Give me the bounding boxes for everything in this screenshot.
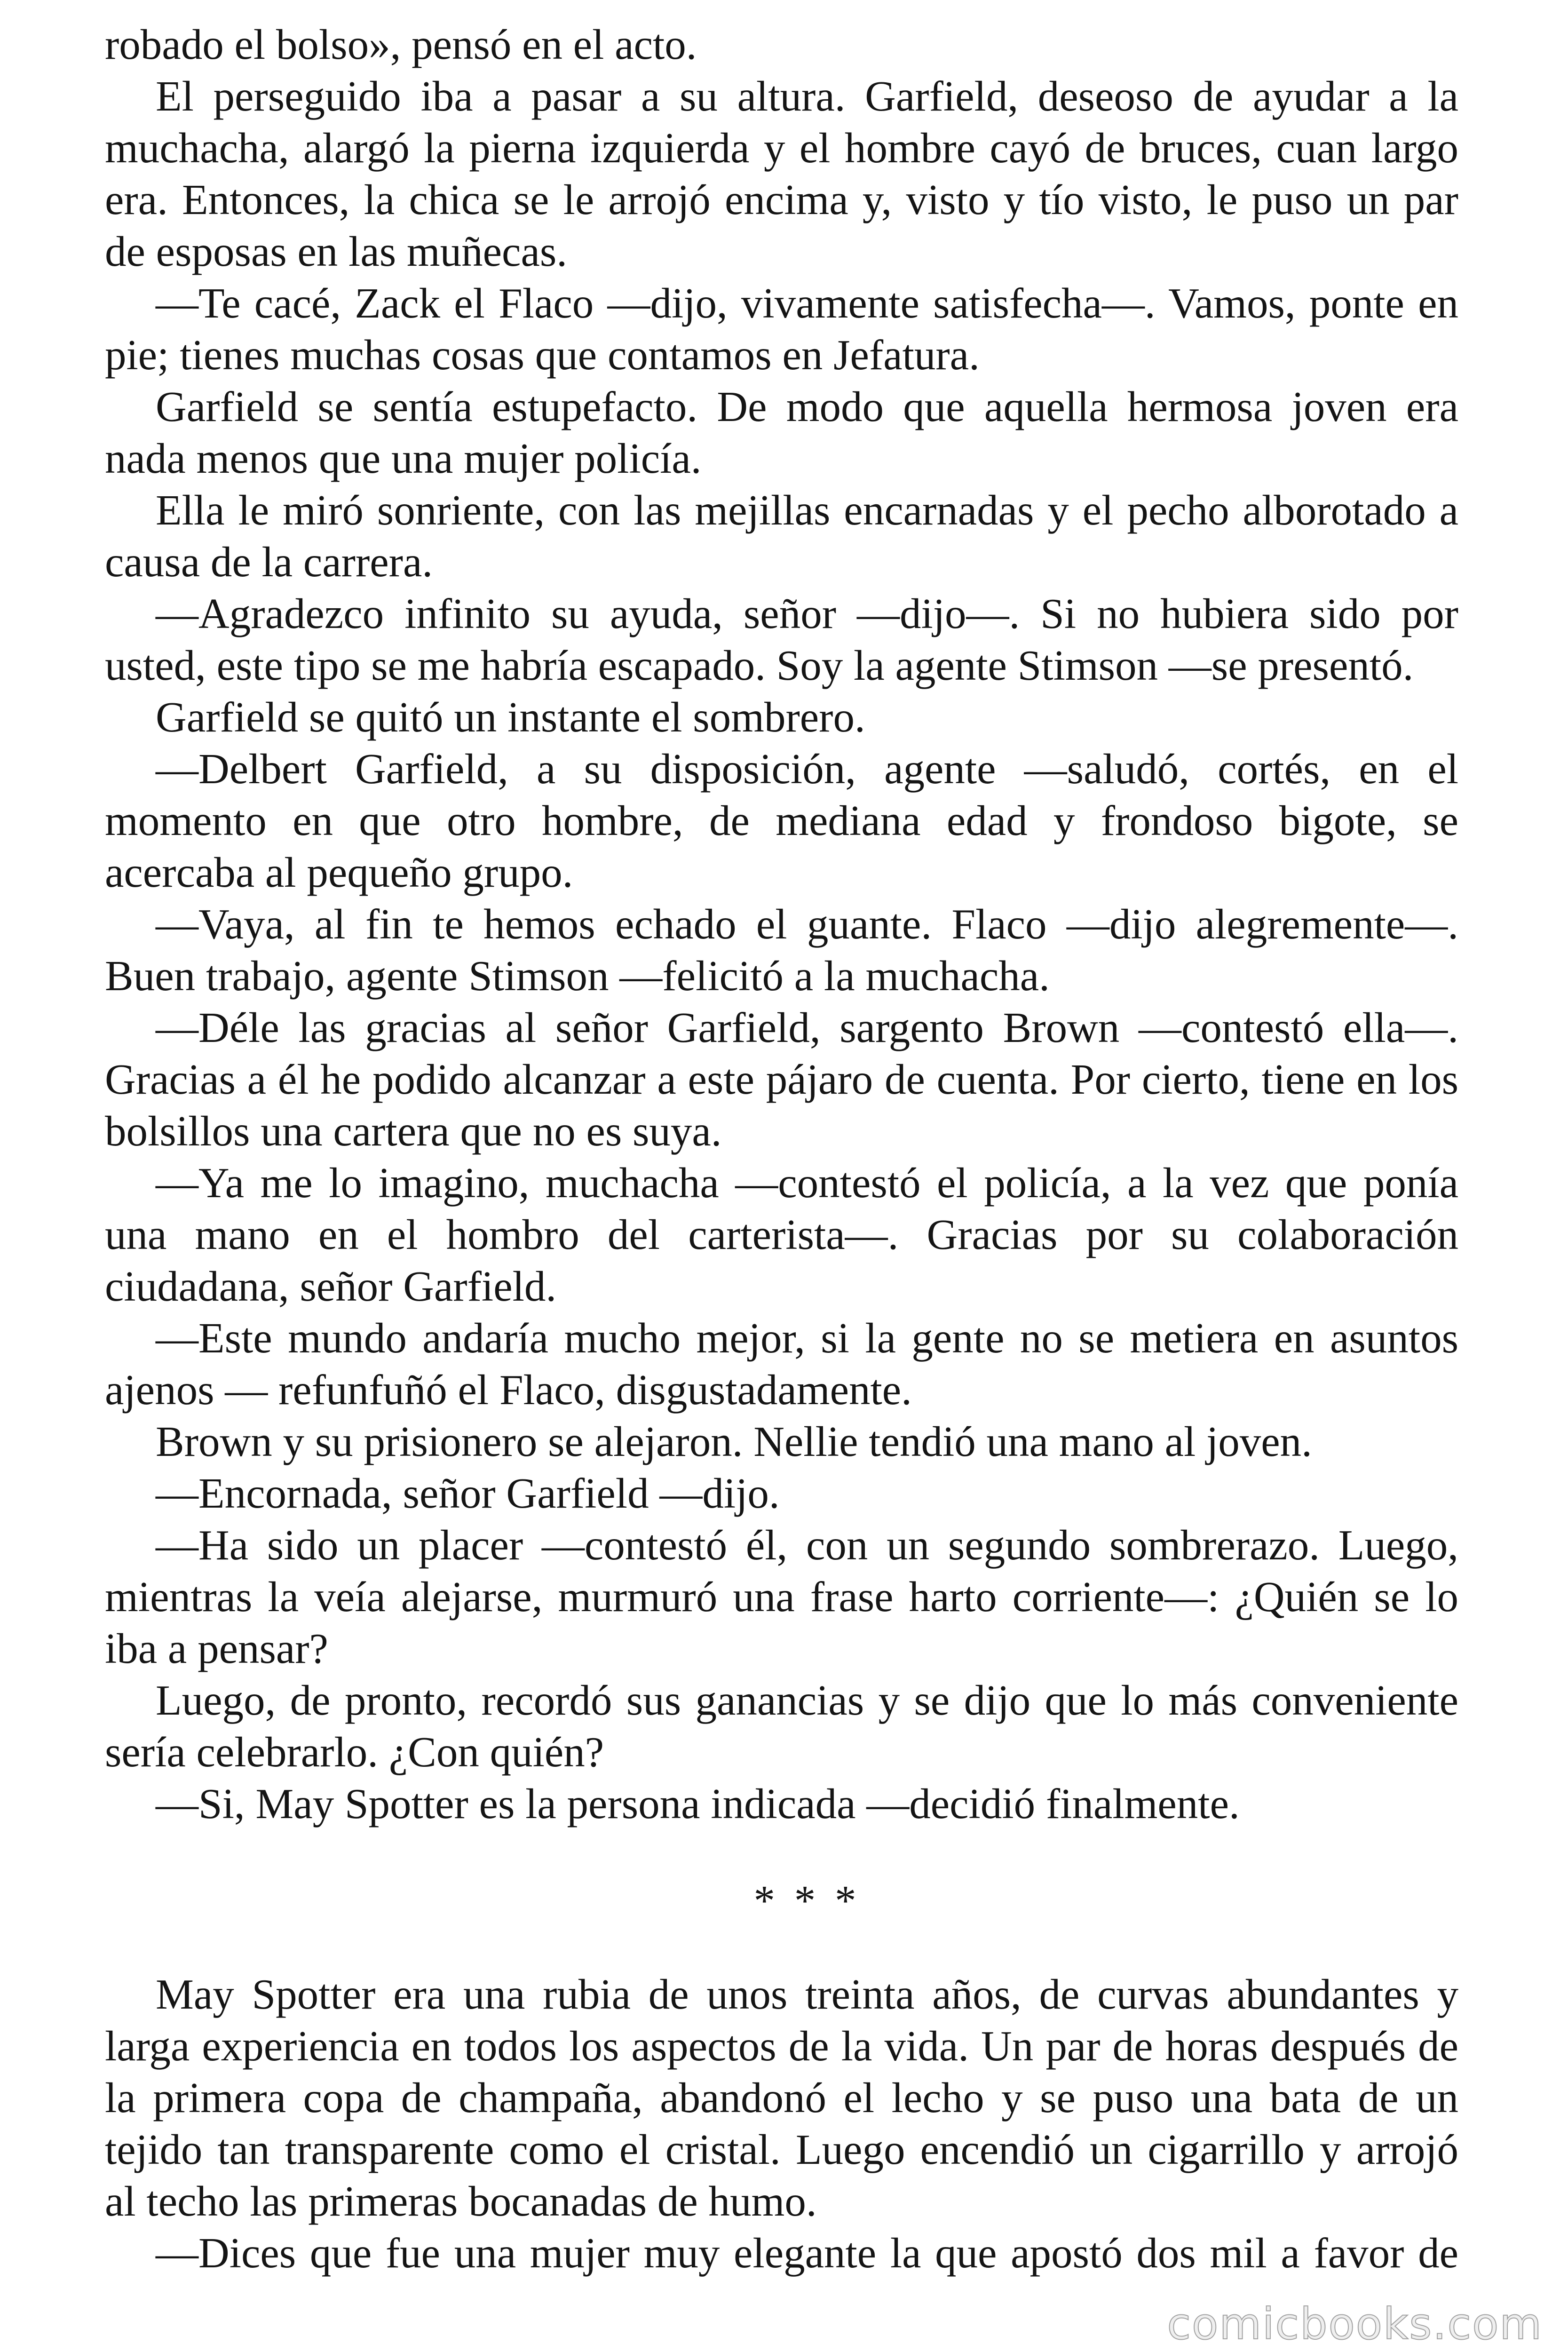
text-line: una mano en el hombro del carterista—. Gracias por su colaboración (105, 1211, 1458, 1258)
body-text (105, 1969, 1458, 2279)
text-line: la primera copa de champaña, abandonó el lecho y se puso una bata de un (105, 2074, 1458, 2122)
paragraph (105, 1002, 1458, 1157)
text-line: ajenos — refunfuñó el Flaco, disgustadamente. (105, 1366, 912, 1414)
paragraph (105, 588, 1458, 691)
scene-break: * * * (753, 1877, 861, 1924)
text-line: al techo las primeras bocanadas de humo. (105, 2177, 817, 2225)
text-line: pie; tienes muchas cosas que contamos en Jefatura. (105, 331, 980, 379)
paragraph (105, 278, 1458, 381)
text-line: —Agradezco infinito su ayuda, señor —dijo—. Si no hubiera sido por (156, 590, 1458, 637)
text-line: ciudadana, señor Garfield. (105, 1263, 557, 1310)
paragraph (105, 898, 1458, 1002)
text-line: El perseguido iba a pasar a su altura. Garfield, deseoso de ayudar a la (156, 72, 1458, 120)
text-line: Garfield se quitó un instante el sombrero. (156, 693, 865, 741)
text-line: robado el bolso», pensó en el acto. (105, 21, 697, 68)
paragraph (105, 1675, 1458, 1778)
paragraph (105, 71, 1458, 278)
text-line: causa de la carrera. (105, 538, 433, 586)
text-line: —Déle las gracias al señor Garfield, sargento Brown —contestó ella—. (156, 1004, 1458, 1051)
paragraph (105, 1416, 1458, 1468)
text-line: acercaba al pequeño grupo. (105, 849, 573, 896)
text-line: Gracias a él he podido alcanzar a este pájaro de cuenta. Por cierto, tiene en los (105, 1056, 1458, 1103)
paragraph (105, 1778, 1458, 1830)
text-line: —Si, May Spotter es la persona indicada —decidió finalmente. (156, 1780, 1240, 1828)
text-line: Luego, de pronto, recordó sus ganancias y se dijo que lo más conveniente (156, 1677, 1458, 1724)
text-line: Brown y su prisionero se alejaron. Nellie tendió una mano al joven. (156, 1418, 1312, 1465)
text-line: —Te cacé, Zack el Flaco —dijo, vivamente satisfecha—. Vamos, ponte en (156, 279, 1458, 327)
paragraph (105, 2227, 1458, 2279)
text-line: —Encornada, señor Garfield —dijo. (156, 1470, 780, 1517)
text-line: Ella le miró sonriente, con las mejillas encarnadas y el pecho alborotado a (156, 486, 1458, 534)
paragraph (105, 691, 1458, 743)
paragraph (105, 1969, 1458, 2227)
text-line: tejido tan transparente como el cristal. Luego encendió un cigarrillo y arrojó (105, 2126, 1458, 2173)
watermark: comicbooks.com (1167, 2299, 1543, 2349)
text-line: nada menos que una mujer policía. (105, 435, 702, 482)
paragraph (105, 1157, 1458, 1312)
text-line: Garfield se sentía estupefacto. De modo que aquella hermosa joven era (156, 383, 1458, 430)
text-line: usted, este tipo se me habría escapado. Soy la agente Stimson —se presentó. (105, 642, 1414, 689)
text-line: de esposas en las muñecas. (105, 228, 568, 275)
text-line: momento en que otro hombre, de mediana edad y frondoso bigote, se (105, 797, 1458, 844)
text-line: era. Entonces, la chica se le arrojó encima y, visto y tío visto, le puso un par (105, 176, 1458, 223)
text-line: —Delbert Garfield, a su disposición, agente —saludó, cortés, en el (156, 745, 1458, 793)
paragraph (105, 381, 1458, 485)
paragraph (105, 485, 1458, 588)
body-text (105, 19, 1458, 1830)
text-line: —Ya me lo imagino, muchacha —contestó el policía, a la vez que ponía (156, 1159, 1458, 1207)
paragraph (105, 1312, 1458, 1416)
paragraph (105, 743, 1458, 898)
text-line: muchacha, alargó la pierna izquierda y el hombre cayó de bruces, cuan largo (105, 124, 1458, 172)
text-line: sería celebrarlo. ¿Con quién? (105, 1728, 604, 1776)
text-line: —Vaya, al fin te hemos echado el guante. Flaco —dijo alegremente—. (156, 900, 1458, 948)
paragraph (105, 1468, 1458, 1519)
text-line: —Ha sido un placer —contestó él, con un segundo sombrerazo. Luego, (156, 1521, 1458, 1569)
text-line: May Spotter era una rubia de unos treinta años, de curvas abundantes y (156, 1971, 1458, 2018)
text-line: iba a pensar? (105, 1625, 328, 1672)
text-line: —Dices que fue una mujer muy elegante la que apostó dos mil a favor de (156, 2229, 1458, 2277)
text-line: larga experiencia en todos los aspectos de la vida. Un par de horas después de (105, 2022, 1458, 2070)
paragraph (105, 19, 1458, 71)
paragraph (105, 1519, 1458, 1675)
text-line: mientras la veía alejarse, murmuró una frase harto corriente—: ¿Quién se lo (105, 1573, 1458, 1621)
text-line: bolsillos una cartera que no es suya. (105, 1107, 722, 1155)
text-line: —Este mundo andaría mucho mejor, si la gente no se metiera en asuntos (156, 1314, 1458, 1362)
text-line: Buen trabajo, agente Stimson —felicitó a la muchacha. (105, 952, 1050, 1000)
